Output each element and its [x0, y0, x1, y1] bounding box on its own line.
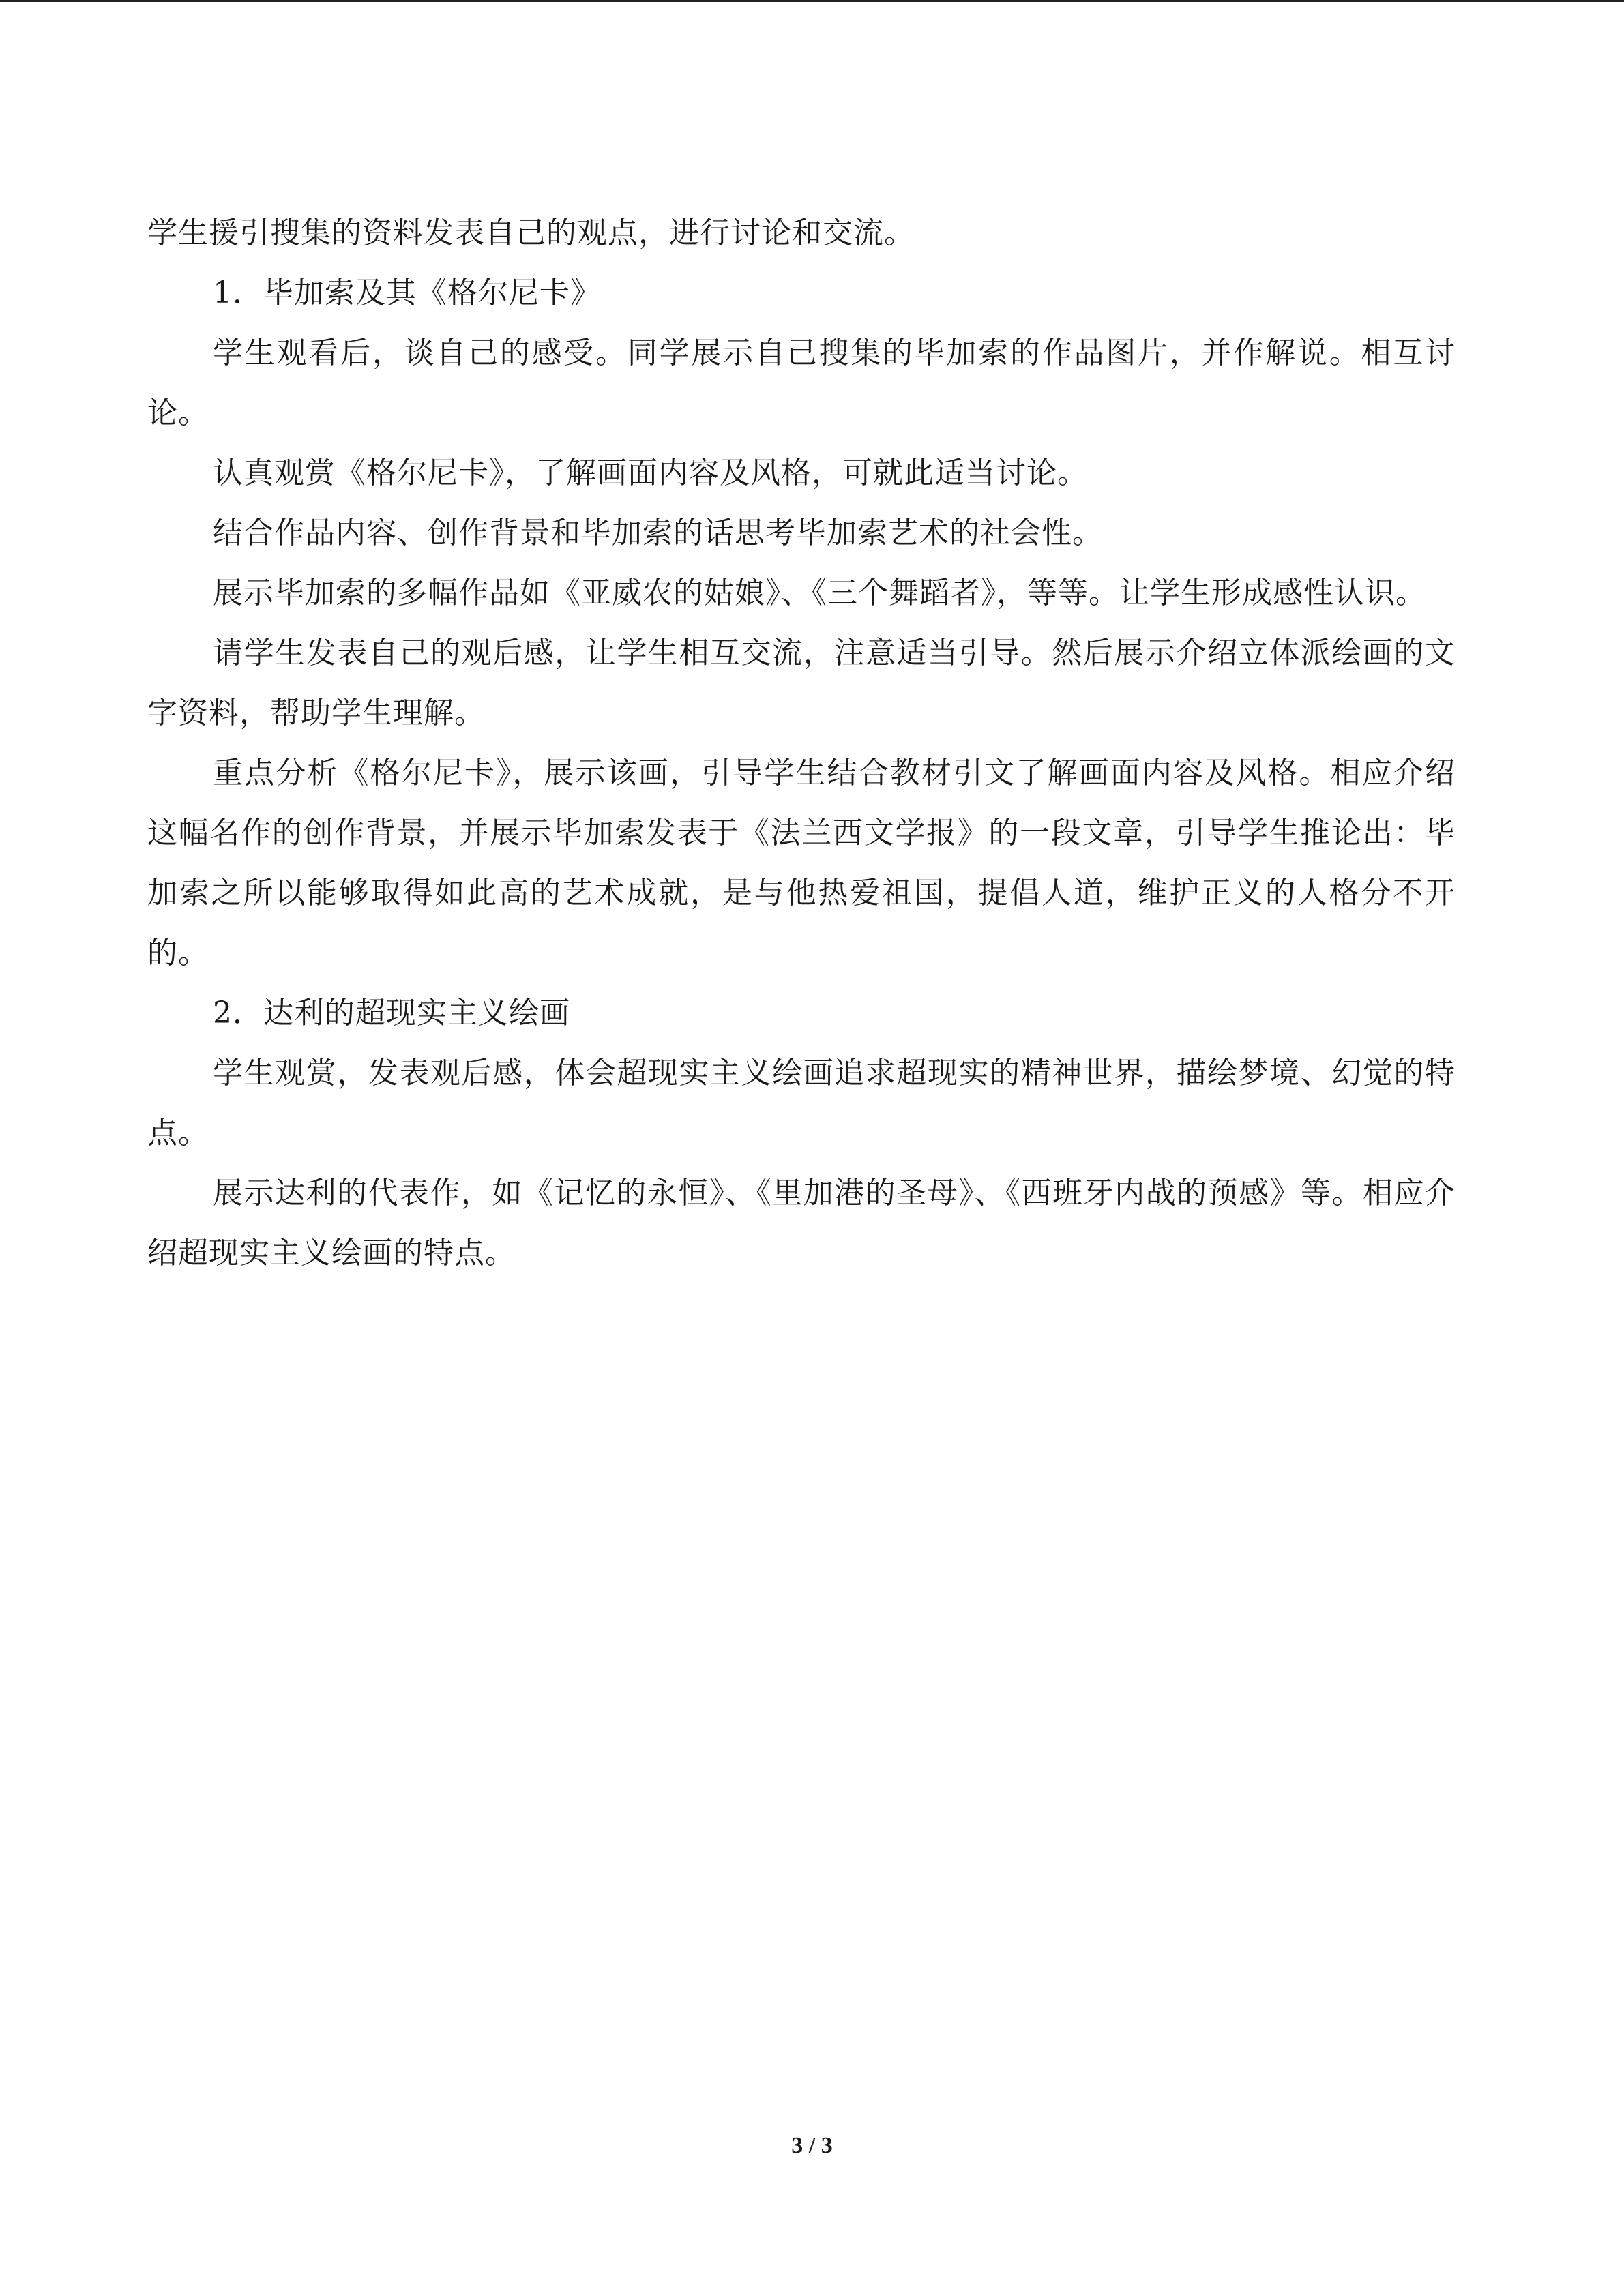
section-heading-dali: 2．达利的超现实主义绘画	[213, 996, 570, 1030]
paragraph: 结合作品内容、创作背景和毕加索的话思考毕加索艺术的社会性。	[213, 516, 1103, 550]
section-heading-picasso: 1．毕加索及其《格尔尼卡》	[213, 275, 601, 310]
document-body	[147, 203, 1456, 1283]
paragraph: 学生观赏，发表观后感，体会超现实主义绘画追求超现实的精神世界，描绘梦境、幻觉的特点。	[147, 1056, 1456, 1150]
paragraph: 学生观看后，谈自己的感受。同学展示自己搜集的毕加索的作品图片，并作解说。相互讨论。	[147, 336, 1456, 430]
paragraph: 重点分析《格尔尼卡》，展示该画，引导学生结合教材引文了解画面内容及风格。相应介绍这幅名作的创作背景，并展示毕加索发表于《法兰西文学报》的一段文章，引导学生推论出：毕加索之所以能够取得如此高的艺术成就，是与他热爱祖国，提倡人道，维护正义的人格分不开的。	[147, 756, 1456, 970]
paragraph: 认真观赏《格尔尼卡》，了解画面内容及风格，可就此适当讨论。	[213, 456, 1088, 490]
page-number: 3 / 3	[791, 2133, 833, 2158]
paragraph: 展示达利的代表作，如《记忆的永恒》、《里加港的圣母》、《西班牙内战的预感》等。相应介绍超现实主义绘画的特点。	[147, 1176, 1456, 1270]
paragraph: 请学生发表自己的观后感，让学生相互交流，注意适当引导。然后展示介绍立体派绘画的文字资料，帮助学生理解。	[147, 636, 1456, 730]
page-top-border	[0, 0, 1624, 2]
paragraph-intro: 学生援引搜集的资料发表自己的观点，进行讨论和交流。	[147, 215, 915, 250]
paragraph: 展示毕加索的多幅作品如《亚威农的姑娘》、《三个舞蹈者》，等等。让学生形成感性认识。	[213, 576, 1426, 610]
